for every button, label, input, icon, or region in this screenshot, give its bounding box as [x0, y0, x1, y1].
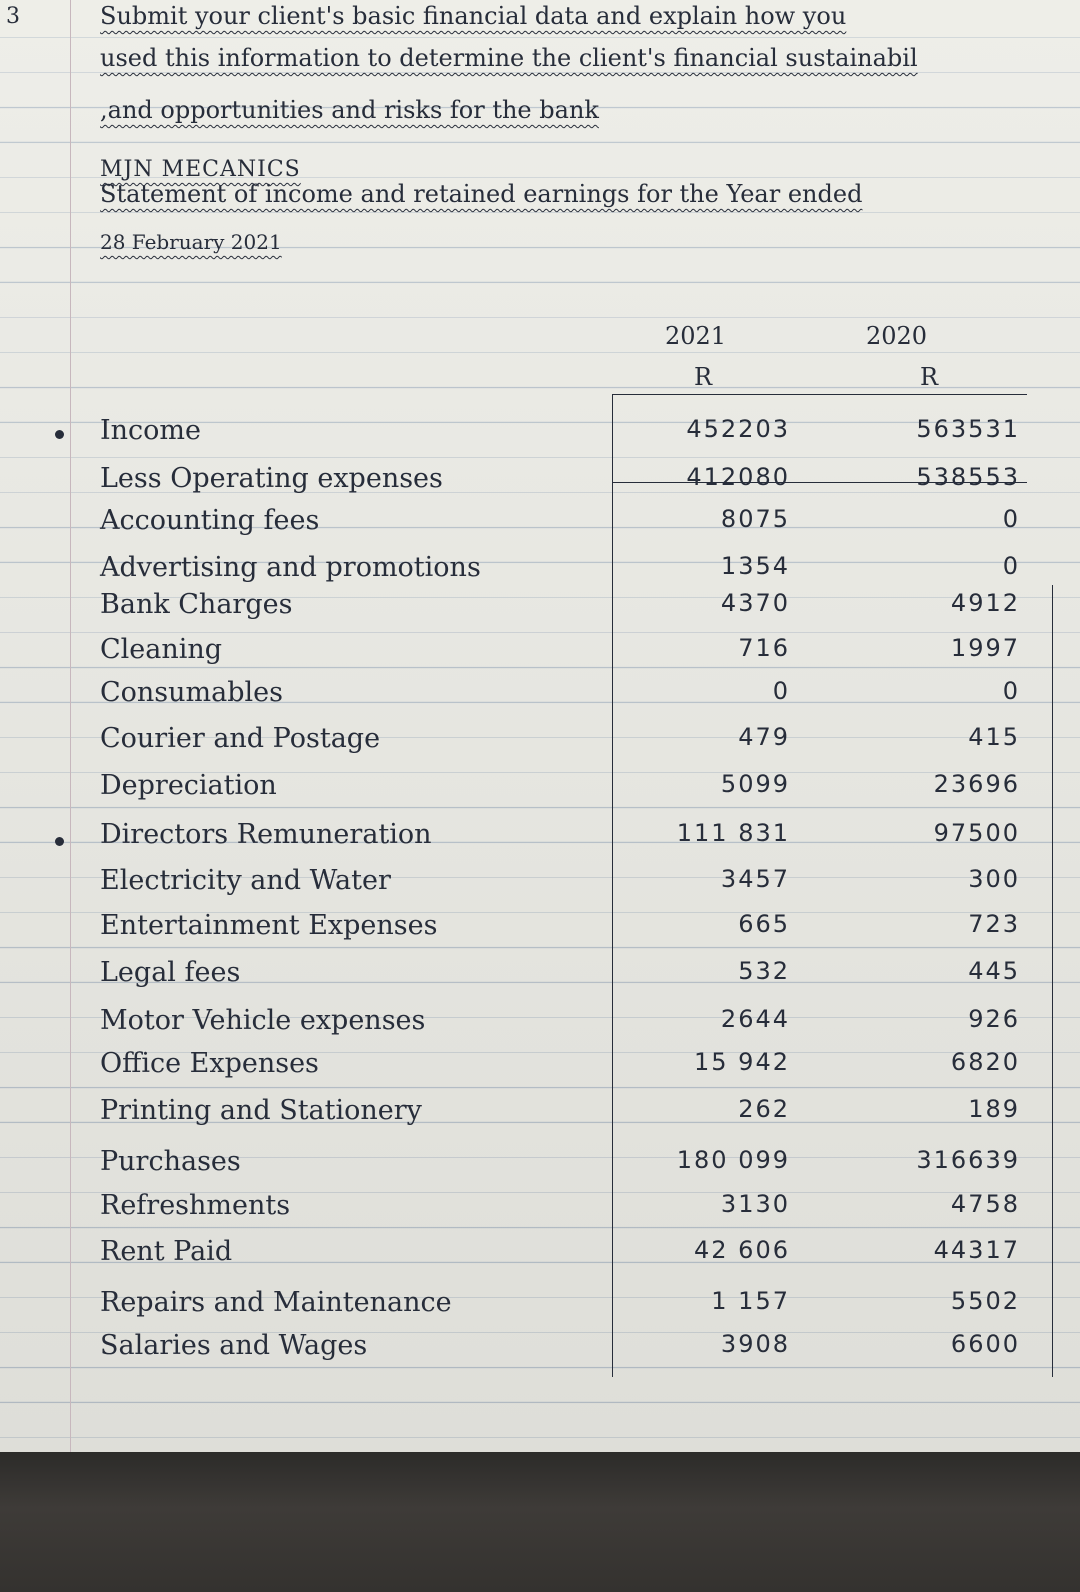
- row-value-2020: 0: [1002, 505, 1020, 533]
- row-label: Motor Vehicle expenses: [100, 1005, 426, 1036]
- statement-row: [0, 677, 1080, 713]
- column-currency-2021: R: [694, 363, 713, 391]
- row-value-2021: 665: [738, 910, 790, 938]
- row-label: Legal fees: [100, 957, 241, 988]
- row-label: Refreshments: [100, 1190, 291, 1221]
- statement-row: [0, 723, 1080, 759]
- row-value-2021: 716: [738, 634, 790, 662]
- row-label: Cleaning: [100, 634, 223, 665]
- statement-row: [0, 819, 1080, 855]
- row-value-2021: 15 942: [694, 1048, 790, 1076]
- row-value-2020: 6820: [950, 1048, 1020, 1076]
- row-value-2020: 23696: [933, 770, 1020, 798]
- row-value-2020: 6600: [950, 1330, 1020, 1358]
- row-value-2020: 300: [968, 865, 1020, 893]
- row-value-2020: 415: [968, 723, 1020, 751]
- statement-row: [0, 552, 1080, 588]
- row-label: Entertainment Expenses: [100, 910, 438, 941]
- row-value-2020: 1997: [950, 634, 1020, 662]
- row-value-2021: 452203: [686, 415, 790, 443]
- row-value-2020: 44317: [933, 1236, 1020, 1264]
- row-value-2020: 0: [1002, 552, 1020, 580]
- row-label: Directors Remuneration: [100, 819, 432, 850]
- statement-title-line-1: Statement of income and retained earnings for the Year ended: [100, 180, 863, 208]
- statement-row: [0, 910, 1080, 946]
- table-top-rule: [612, 394, 1027, 395]
- statement-row: [0, 865, 1080, 901]
- statement-row: [0, 957, 1080, 993]
- statement-row: [0, 589, 1080, 625]
- row-value-2020: 538553: [916, 463, 1020, 491]
- statement-row: [0, 1287, 1080, 1323]
- row-value-2020: 4912: [950, 589, 1020, 617]
- row-value-2020: 926: [968, 1005, 1020, 1033]
- statement-row: [0, 415, 1080, 451]
- statement-row: [0, 1330, 1080, 1366]
- row-value-2020: 0: [1002, 677, 1020, 705]
- row-label: Electricity and Water: [100, 865, 391, 896]
- row-value-2020: 563531: [916, 415, 1020, 443]
- row-value-2021: 8075: [720, 505, 790, 533]
- row-value-2021: 2644: [720, 1005, 790, 1033]
- row-label: Income: [100, 415, 202, 446]
- statement-row: [0, 1095, 1080, 1131]
- row-value-2021: 3130: [720, 1190, 790, 1218]
- row-label: Salaries and Wages: [100, 1330, 368, 1361]
- column-currency-2020: R: [920, 363, 939, 391]
- row-value-2021: 4370: [720, 589, 790, 617]
- statement-row: [0, 1190, 1080, 1226]
- question-number: 3: [6, 4, 20, 29]
- row-value-2020: 723: [968, 910, 1020, 938]
- row-value-2021: 532: [738, 957, 790, 985]
- row-value-2021: 42 606: [694, 1236, 790, 1264]
- row-value-2021: 412080: [686, 463, 790, 491]
- row-label: Consumables: [100, 677, 284, 708]
- row-label: Office Expenses: [100, 1048, 319, 1079]
- question-line-3: ,and opportunities and risks for the bank: [100, 96, 599, 124]
- row-value-2021: 5099: [720, 770, 790, 798]
- row-label: Courier and Postage: [100, 723, 381, 754]
- row-label: Advertising and promotions: [100, 552, 481, 583]
- row-value-2021: 479: [738, 723, 790, 751]
- row-label: Bank Charges: [100, 589, 293, 620]
- row-label: Purchases: [100, 1146, 241, 1177]
- statement-title-line-2: 28 February 2021: [100, 230, 282, 254]
- row-value-2020: 4758: [950, 1190, 1020, 1218]
- statement-row: [0, 1048, 1080, 1084]
- statement-row: [0, 1236, 1080, 1272]
- row-label: Repairs and Maintenance: [100, 1287, 452, 1318]
- statement-row: [0, 505, 1080, 541]
- row-value-2021: 3908: [720, 1330, 790, 1358]
- statement-row: [0, 1146, 1080, 1182]
- row-value-2021: 180 099: [676, 1146, 790, 1174]
- row-label: Less Operating expenses: [100, 463, 443, 494]
- question-line-2: used this information to determine the client's financial sustainabil: [100, 44, 918, 72]
- row-value-2021: 3457: [720, 865, 790, 893]
- row-value-2020: 189: [968, 1095, 1020, 1123]
- row-value-2020: 445: [968, 957, 1020, 985]
- statement-row: [0, 463, 1080, 499]
- row-label: Depreciation: [100, 770, 277, 801]
- statement-row: [0, 634, 1080, 670]
- row-value-2021: 1 157: [711, 1287, 790, 1315]
- company-name: MJN MECANICS: [100, 157, 301, 182]
- column-year-2021: 2021: [665, 322, 727, 350]
- row-label: Accounting fees: [100, 505, 320, 536]
- row-value-2021: 262: [738, 1095, 790, 1123]
- question-line-1: Submit your client's basic financial data and explain how you: [100, 2, 847, 30]
- row-value-2020: 316639: [916, 1146, 1020, 1174]
- background-surface: [0, 1452, 1080, 1592]
- statement-row: [0, 1005, 1080, 1041]
- row-label: Rent Paid: [100, 1236, 233, 1267]
- row-value-2021: 1354: [720, 552, 790, 580]
- row-value-2021: 111 831: [676, 819, 790, 847]
- row-value-2020: 97500: [933, 819, 1020, 847]
- row-value-2020: 5502: [950, 1287, 1020, 1315]
- statement-row: [0, 770, 1080, 806]
- row-label: Printing and Stationery: [100, 1095, 422, 1126]
- row-value-2021: 0: [772, 677, 790, 705]
- column-year-2020: 2020: [866, 322, 928, 350]
